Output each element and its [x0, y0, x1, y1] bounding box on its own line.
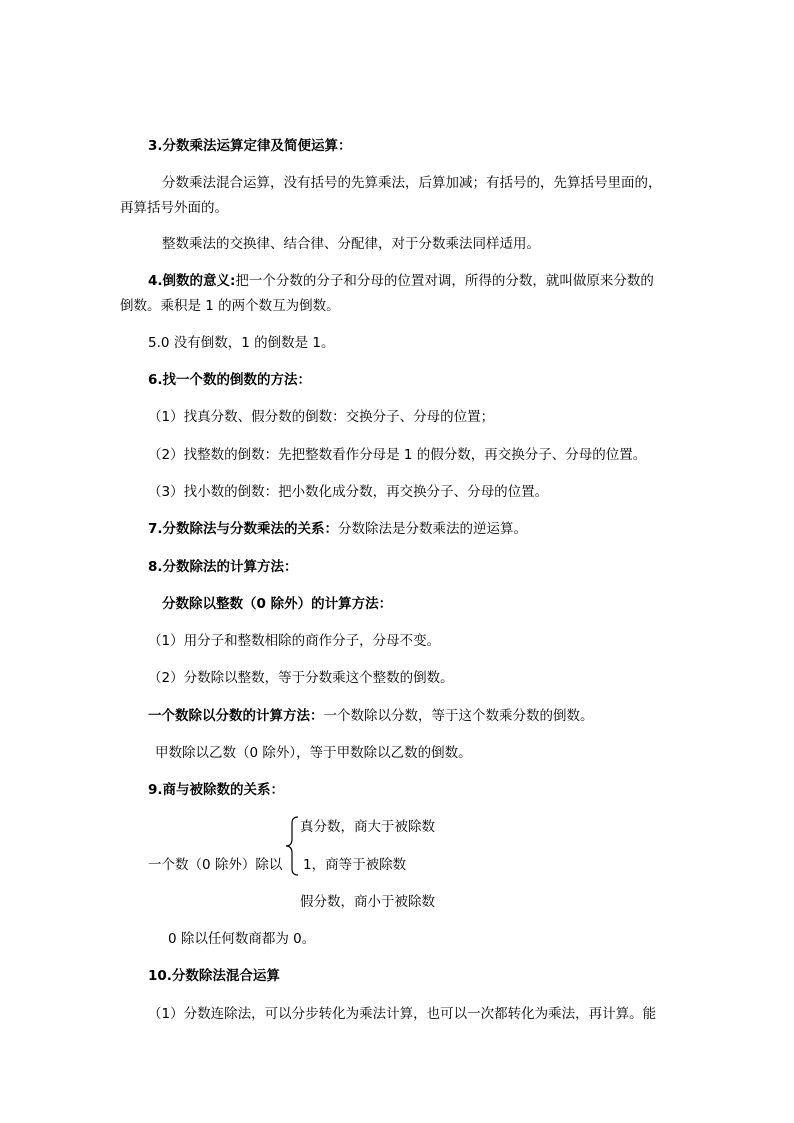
subheading-s8-divide-by-integer: 分数除以整数（0 除外）的计算方法： — [162, 596, 393, 612]
s8-rule-text: 一个数除以分数，等于这个数乘分数的倒数。 — [323, 708, 594, 724]
list-item-s6-3: （3）找小数的倒数：把小数化成分数，再交换分子、分母的位置。 — [148, 484, 549, 500]
paragraph-s5: 5.0 没有倒数，1 的倒数是 1。 — [148, 335, 335, 351]
paragraph-s3-mixed-ops-line1: 分数乘法混合运算，没有括号的先算乘法，后算加减；有括号的，先算括号里面的， — [162, 175, 662, 191]
paragraph-s3-mixed-ops-line2: 再算括号外面的。 — [120, 200, 228, 216]
heading-s10: 10.分数除法混合运算 — [148, 968, 280, 984]
heading-s9: 9.商与被除数的关系： — [148, 782, 285, 798]
paragraph-s8-divide-by-fraction — [148, 706, 594, 726]
s9-lead-text: 一个数（0 除外）除以 — [148, 857, 283, 873]
left-brace-icon — [284, 815, 300, 877]
paragraph-s7 — [148, 519, 527, 539]
s4-definition-text: 把一个分数的分子和分母的位置对调，所得的分数，就叫做原来分数的 — [235, 273, 654, 289]
s9-case-improper-fraction: 假分数，商小于被除数 — [300, 894, 435, 910]
paragraph-s4-line2: 倒数。乘积是 1 的两个数互为倒数。 — [120, 298, 340, 314]
list-item-s6-2: （2）找整数的倒数：先把整数看作分母是 1 的假分数，再交换分子、分母的位置。 — [148, 447, 647, 463]
s9-case-one: 1，商等于被除数 — [303, 857, 407, 873]
paragraph-s3-laws: 整数乘法的交换律、结合律、分配律，对于分数乘法同样适用。 — [162, 236, 540, 252]
list-item-s8-1: （1）用分子和整数相除的商作分子，分母不变。 — [148, 633, 441, 649]
list-item-s6-1: （1）找真分数、假分数的倒数：交换分子、分母的位置； — [148, 409, 495, 425]
paragraph-s8-note: 甲数除以乙数（0 除外），等于甲数除以乙数的倒数。 — [155, 745, 472, 761]
s7-text: 分数除法是分数乘法的逆运算。 — [338, 521, 528, 537]
list-item-s8-2: （2）分数除以整数，等于分数乘这个整数的倒数。 — [148, 670, 454, 686]
heading-s6: 6.找一个数的倒数的方法： — [148, 372, 312, 388]
paragraph-s9-note: 0 除以任何数商都为 0。 — [168, 931, 316, 947]
list-item-s10-1: （1）分数连除法，可以分步转化为乘法计算，也可以一次都转化为乘法，再计算。能 — [148, 1006, 657, 1022]
heading-s8: 8.分数除法的计算方法： — [148, 559, 298, 575]
heading-s4: 4.倒数的意义: — [148, 273, 236, 289]
heading-s3: 3.分数乘法运算定律及简便运算： — [148, 138, 352, 154]
subheading-s8-divide-by-fraction: 一个数除以分数的计算方法： — [148, 708, 324, 724]
paragraph-s4-line1 — [148, 271, 654, 291]
heading-s7: 7.分数除法与分数乘法的关系： — [148, 521, 339, 537]
s9-case-proper-fraction: 真分数，商大于被除数 — [300, 819, 435, 835]
